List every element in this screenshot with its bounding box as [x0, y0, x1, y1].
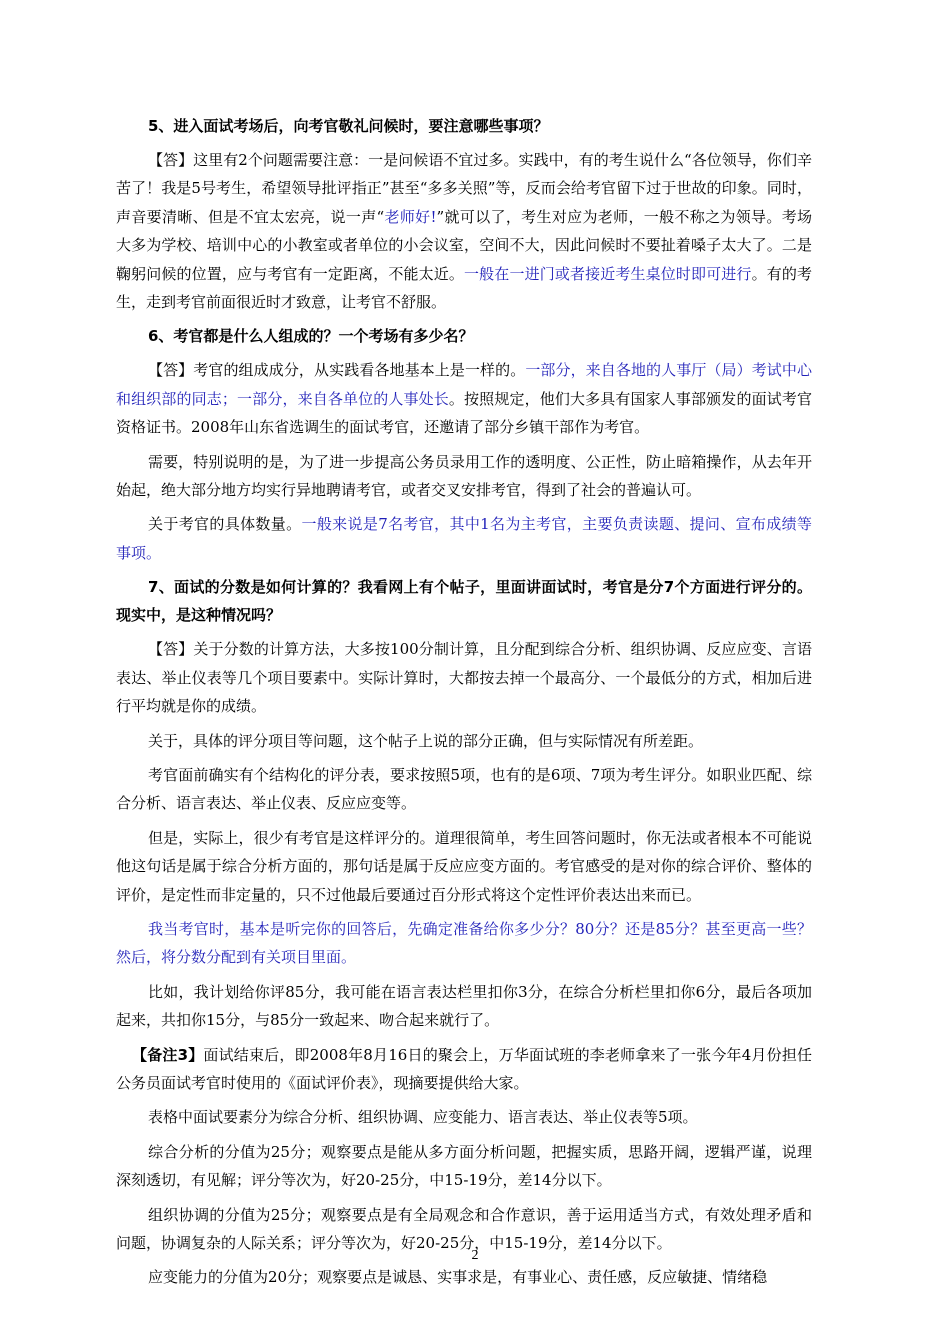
note-3-paragraph-1: 表格中面试要素分为综合分析、组织协调、应变能力、语言表达、举止仪表等5项。: [148, 1108, 698, 1127]
answer-5-post: 。有的考生，走到考官前面很近时才致意，让考官不舒服。: [116, 264, 812, 312]
answer-6-paragraph-2: 需要，特别说明的是，为了进一步提高公务员录用工作的透明度、公正性，防止暗箱操作，从去年开始起，绝大部分地方均实行异地聘请考官，或者交叉安排考官，得到了社会的普遍认可。: [116, 452, 812, 500]
answer-7-paragraph-5: 我当考官时，基本是听完你的回答后，先确定准备给你多少分？80分？还是85分？甚至更高一些？然后，将分数分配到有关项目里面。: [116, 919, 812, 967]
page-number: 2: [471, 1248, 479, 1263]
answer-7-paragraph-4: 但是，实际上，很少有考官是这样评分的。道理很简单，考生回答问题时，你无法或者根本不可能说他这句话是属于综合分析方面的，那句话是属于反应应变方面的。考官感受的是对你的综合评价、整体的评价，是定性而非定量的，只不过他最后要通过百分形式将这个定性评价表达出来而已。: [116, 828, 812, 904]
note-3-paragraph-3: 组织协调的分值为25分；观察要点是有全局观念和合作意识，善于运用适当方式，有效处理矛盾和问题，协调复杂的人际关系；评分等次为，好20-25分，中15-19分，差14分以下。: [116, 1205, 812, 1252]
note-3-paragraph: [116, 1041, 812, 1098]
note-3-text: 面试结束后，即2008年8月16日的聚会上，万华面试班的李老师拿来了一张今年4月份担任公务员面试考官时使用的《面试评价表》，现摘要提供给大家。: [116, 1045, 813, 1092]
note-3-paragraph-4: 应变能力的分值为20分；观察要点是诚恳、实事求是，有事业心、责任感，反应敏捷、情绪稳: [148, 1268, 768, 1287]
answer-5-mid: ”就可以了，考生对应为老师，一般不称之为领导。考场大多为学校、培训中心的小教室或者单位的小会议室，空间不大，因此问候时不要扯着嗓子太大了。二是鞠躬问候的位置，应与考官有一定距离，不能太近。: [116, 207, 813, 283]
answer-5-highlight-2: 一般在一进门或者接近考生桌位时即可进行: [464, 264, 752, 283]
answer-5: [116, 146, 812, 316]
note-3-paragraph-2: 综合分析的分值为25分；观察要点是能从多方面分析问题，把握实质，思路开阔，逻辑严谨，说理深刻透切，有见解；评分等次为，好20-25分，中15-19分，差14分以下。: [116, 1142, 812, 1190]
answer-7-paragraph-6: 比如，我计划给你评85分，我可能在语言表达栏里扣你3分，在综合分析栏里扣你6分，最后各项加起来，共扣你15分，与85分一致起来、吻合起来就行了。: [116, 982, 812, 1030]
answer-6-paragraph-1: [116, 356, 812, 441]
answer-6-count-highlight: 一般来说是7名考官，其中1名为主考官，主要负责读题、提问、宣布成绩等事项。: [116, 515, 812, 562]
answer-6-post: 。按照规定，他们大多具有国家人事部颁发的面试考官资格证书。2008年山东省选调生的面试考官，还邀请了部分乡镇干部作为考官。: [116, 389, 812, 437]
question-5-title: 5、进入面试考场后，向考官敬礼问候时，要注意哪些事项？: [148, 117, 549, 135]
answer-6-paragraph-3: [116, 510, 812, 567]
answer-6-highlight: 一部分，来自各地的人事厅（局）考试中心和组织部的同志；一部分，来自各单位的人事处长: [116, 361, 812, 408]
answer-6-pre: 【答】考官的组成成分，从实践看各地基本上是一样的。: [148, 361, 526, 380]
answer-7-paragraph-3: 考官面前确实有个结构化的评分表，要求按照5项，也有的是6项、7项为考生评分。如职业匹配、综合分析、语言表达、举止仪表、反应应变等。: [116, 765, 812, 813]
answer-5-pre: 【答】这里有2个问题需要注意：一是问候语不宜过多。实践中，有的考生说什么“各位领导，你们辛苦了！我是5号考生，希望领导批评指正”甚至“多多关照”等，反而会给考官留下过于世故的印象。同时，声音要清晰、但是不宜太宏亮，说一声“: [116, 151, 812, 226]
note-3-label: 【备注3】: [132, 1045, 204, 1064]
question-6-title: 6、考官都是什么人组成的？一个考场有多少名？: [148, 327, 474, 346]
answer-7-paragraph-1: 【答】关于分数的计算方法，大多按100分制计算，且分配到综合分析、组织协调、反应应变、言语表达、举止仪表等几个项目要素中。实际计算时，大都按去掉一个最高分、一个最低分的方式，相加后进行平均就是你的成绩。: [116, 640, 812, 716]
answer-5-highlight-1: 老师好!: [384, 207, 437, 226]
answer-6-count-pre: 关于考官的具体数量。: [148, 515, 302, 534]
document-body: [116, 112, 812, 1298]
answer-7-paragraph-2: 关于，具体的评分项目等问题，这个帖子上说的部分正确，但与实际情况有所差距。: [148, 731, 704, 750]
question-7-title: 7、面试的分数是如何计算的？我看网上有个帖子，里面讲面试时，考官是分7个方面进行评分的。现实中，是这种情况吗？: [116, 578, 812, 625]
